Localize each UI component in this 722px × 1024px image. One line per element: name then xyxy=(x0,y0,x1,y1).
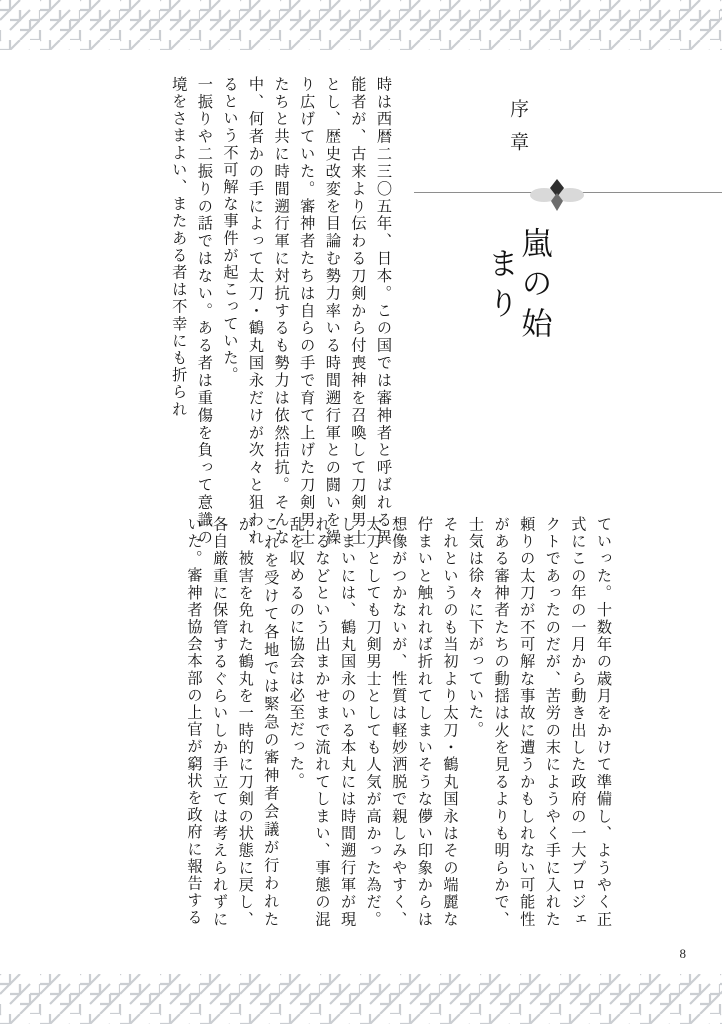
chapter-label: 序章 xyxy=(507,99,528,165)
page-number: 8 xyxy=(679,946,686,961)
paragraph-lower-3: これを受けて各地では緊急の審神者会議が行われたが、被害を免れた鶴丸を一時的に刀剣の状態に戻し、各自厳重に保管するぐらいしか手立ては考えられずにいた。審神者協会本部の上官が窮状を政府に報告する xyxy=(185,516,280,928)
paragraph-lower-2: それというのも当初より太刀・鶴丸国永はその端麗な佇まいと触れれば折れてしまいそうな儚い印象からは想像がつかないが、性質は軽妙洒脱で親しみやすく、太刀としても刀剣男士としても人気が高かった為だ。しまいには、鶴丸国永のいる本丸には時間遡行軍が現れるなどという出まかせまで流れてしまい、事態の混乱を収めるのに協会は必至だった。 xyxy=(287,516,459,928)
top-ornamental-border xyxy=(0,0,722,50)
chapter-heading xyxy=(474,96,560,356)
sayagata-pattern-top xyxy=(0,0,722,50)
paragraph-upper-1: 時は西暦二三〇五年、日本。この国では審神者と呼ばれる異能者が、古来より伝わる刀剣から付喪神を召喚して刀剣男士とし、歴史改変を目論む勢力率いる時間遡行軍との闘いを繰り広げていた。審神者たちは自らの手で育て上げた刀剣男士たちと共に時間遡行軍に対抗するも勢力は依然拮抗。そんな中、何者かの手によって太刀・鶴丸国永だけが次々と狙われるという不可解な事件が起こっていた。 xyxy=(221,76,392,546)
chapter-title: 嵐の始まり xyxy=(483,227,552,347)
paragraph-upper-2: 一振りや二振りの話ではない。ある者は重傷を負って意識の境をさまよい、またある者は不幸にも折られ xyxy=(170,76,213,546)
body-text-upper xyxy=(96,76,396,546)
sayagata-pattern-bottom xyxy=(0,974,722,1024)
body-text-lower xyxy=(96,516,616,928)
bottom-ornamental-border xyxy=(0,974,722,1024)
divider-line-right xyxy=(582,192,722,193)
diamond-floral-ornament xyxy=(520,178,594,212)
paragraph-lower-1: ていった。十数年の歳月をかけて準備し、ようやく正式にこの年の一月から動き出した政府の一大プロジェクトであったのだが、苦労の末にようやく手に入れた頼りの太刀が不可解な事故に遭うかもしれない可能性がある審神者たちの動揺は火を見るよりも明らかで、士気は徐々に下がっていた。 xyxy=(467,516,612,928)
divider-line-left xyxy=(414,192,532,193)
